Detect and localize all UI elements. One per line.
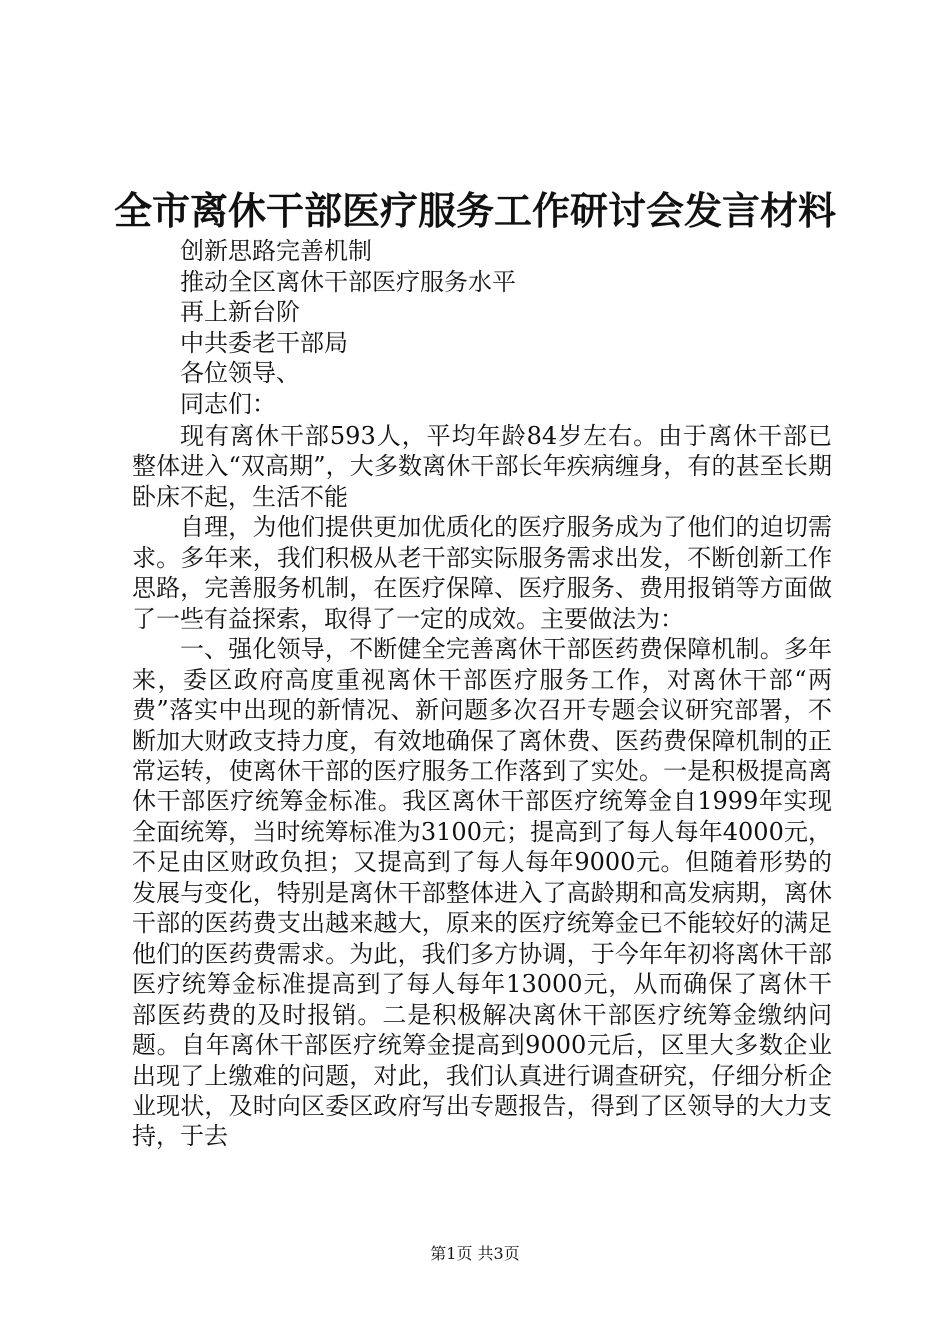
page-footer: 第1页 共3页: [430, 1244, 520, 1263]
intro-block: [180, 236, 880, 419]
intro-line-salutation-1: 各位领导、: [180, 359, 300, 387]
intro-line-salutation-2: 同志们：: [180, 389, 276, 418]
intro-line-author: 中共委老干部局: [180, 328, 348, 357]
paragraph-1: 现有离休干部593人，平均年龄84岁左右。由于离休干部已整体进入“双高期”，大多数离休干部长年疾病缠身，有的甚至长期卧床不起，生活不能: [132, 422, 832, 511]
intro-line-subtitle-2: 推动全区离休干部医疗服务水平: [180, 267, 516, 296]
intro-line-subtitle-3: 再上新台阶: [180, 298, 300, 326]
intro-line-subtitle-1: 创新思路完善机制: [180, 237, 372, 265]
paragraph-2: 自理，为他们提供更加优质化的医疗服务成为了他们的迫切需求。多年来，我们积极从老干部实际服务需求出发，不断创新工作思路，完善服务机制，在医疗保障、医疗服务、费用报销等方面做了一些有益探索，取得了一定的成效。主要做法为：: [132, 513, 832, 633]
document-title: 全市离休干部医疗服务工作研讨会发言材料: [113, 188, 836, 233]
body-text: [132, 421, 832, 1152]
paragraph-3: 一、强化领导，不断健全完善离休干部医药费保障机制。多年来，委区政府高度重视离休干部医疗服务工作，对离休干部“两费”落实中出现的新情况、新问题多次召开专题会议研究部署，不断加大财政支持力度，有效地确保了离休费、医药费保障机制的正常运转，使离休干部的医疗服务工作落到了实处。一是积极提高离休干部医疗统筹金标准。我区离休干部医疗统筹金自1999年实现全面统筹，当时统筹标准为3100元；提高到了每人每年4000元，不足由区财政负担；又提高到了每人每年9000元。但随着形势的发展与变化，特别是离休干部整体进入了高龄期和高发病期，离休干部的医药费支出越来越大，原来的医疗统筹金已不能较好的满足他们的医药费需求。为此，我们多方协调，于今年年初将离休干部医疗统筹金标准提高到了每人每年13000元，从而确保了离休干部医药费的及时报销。二是积极解决离休干部医疗统筹金缴纳问题。自年离休干部医疗统筹金提高到9000元后，区里大多数企业出现了上缴难的问题，对此，我们认真进行调查研究，仔细分析企业现状，及时向区委区政府写出专题报告，得到了区领导的大力支持，于去: [132, 635, 832, 1151]
